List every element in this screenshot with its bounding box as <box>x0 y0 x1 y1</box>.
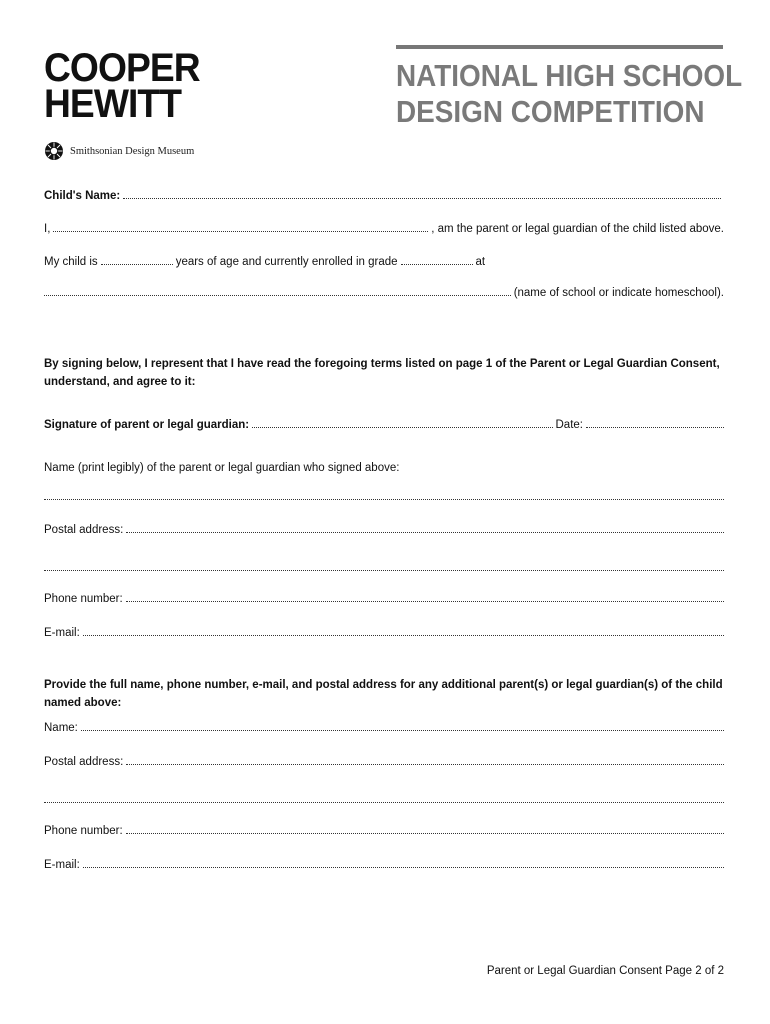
postal-row <box>44 524 724 536</box>
signature-row <box>44 419 724 431</box>
museum-mark <box>44 141 194 161</box>
school-row <box>44 287 724 299</box>
name2-label: Name: <box>44 722 78 734</box>
phone-label: Phone number: <box>44 593 123 605</box>
name2-field[interactable] <box>81 729 724 731</box>
name2-row <box>44 722 724 734</box>
page-footer: Parent or Legal Guardian Consent Page 2 of 2 <box>486 965 724 977</box>
cooper-hewitt-logo <box>44 46 200 126</box>
date-field[interactable] <box>586 426 724 428</box>
museum-name: Smithsonian Design Museum <box>70 145 195 157</box>
title-line-2: DESIGN COMPETITION <box>396 94 705 129</box>
phone2-row <box>44 825 724 837</box>
postal2-row <box>44 756 724 768</box>
smithsonian-sun-icon <box>44 141 64 161</box>
child-age-row <box>44 256 724 268</box>
date-label: Date: <box>555 419 583 431</box>
years-of-age-label: years of age and currently enrolled in grade <box>175 256 398 268</box>
email2-label: E-mail: <box>44 859 80 871</box>
competition-title <box>396 58 743 130</box>
consent-statement: By signing below, I represent that I have read the foregoing terms listed on page 1 of the Parent or Legal Guardian Consent, understand, and agree to it: <box>44 358 720 388</box>
phone-row <box>44 593 724 605</box>
signature-label: Signature of parent or legal guardian: <box>44 419 250 431</box>
email-label: E-mail: <box>44 627 80 639</box>
childs-name-field[interactable] <box>123 197 721 199</box>
postal-field-line-2[interactable] <box>44 570 724 571</box>
signature-field[interactable] <box>252 426 552 428</box>
at-label: at <box>475 256 486 268</box>
my-child-is-label: My child is <box>44 256 98 268</box>
logo-line-2: HEWITT <box>44 82 182 126</box>
postal2-field-line-2[interactable] <box>44 802 724 803</box>
i-suffix-label: , am the parent or legal guardian of the child listed above. <box>431 223 724 235</box>
phone-field[interactable] <box>126 600 724 602</box>
title-line-1: NATIONAL HIGH SCHOOL <box>396 58 743 93</box>
print-name-field[interactable] <box>44 499 724 500</box>
phone2-field[interactable] <box>126 832 724 834</box>
logo-line-1: COOPER <box>44 46 200 90</box>
print-name-label: Name (print legibly) of the parent or legal guardian who signed above: <box>44 462 400 474</box>
postal2-label: Postal address: <box>44 756 124 768</box>
additional-guardian-statement: Provide the full name, phone number, e-mail, and postal address for any additional parent(s) or legal guardian(s) of the child named above: <box>44 679 723 709</box>
guardian-statement-row <box>44 223 724 235</box>
postal2-field[interactable] <box>126 763 724 765</box>
i-prefix-label: I, <box>44 223 51 235</box>
title-rule <box>396 45 723 49</box>
school-suffix-label: (name of school or indicate homeschool). <box>513 287 724 299</box>
child-age-field[interactable] <box>101 263 173 265</box>
grade-field[interactable] <box>401 263 473 265</box>
email-field[interactable] <box>83 634 724 636</box>
school-name-field[interactable] <box>44 294 511 296</box>
guardian-name-field[interactable] <box>53 230 428 232</box>
email-row <box>44 627 724 639</box>
childs-name-label: Child's Name: <box>44 190 121 202</box>
email2-row <box>44 859 724 871</box>
postal-field[interactable] <box>126 531 724 533</box>
childs-name-row <box>44 190 724 202</box>
postal-label: Postal address: <box>44 524 124 536</box>
email2-field[interactable] <box>83 866 724 868</box>
phone2-label: Phone number: <box>44 825 123 837</box>
